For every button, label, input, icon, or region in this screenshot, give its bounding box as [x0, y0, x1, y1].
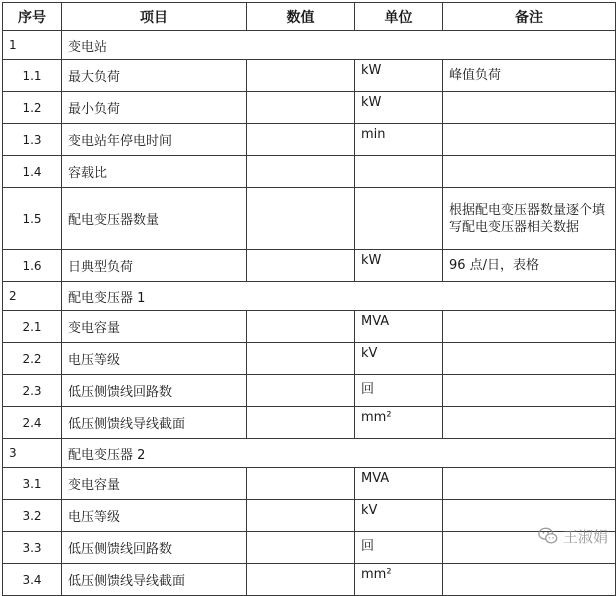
group-title: 变电站 [62, 31, 616, 60]
row-unit: mm² [355, 407, 443, 439]
row-unit: kW [355, 92, 443, 124]
row-value [247, 500, 355, 532]
row-item: 电压等级 [62, 500, 247, 532]
table-row [3, 500, 616, 532]
row-number: 2.1 [3, 311, 62, 343]
row-unit: 回 [355, 532, 443, 564]
row-number: 2.2 [3, 343, 62, 375]
row-note [443, 468, 616, 500]
row-item: 变电容量 [62, 311, 247, 343]
row-item: 低压侧馈线回路数 [62, 375, 247, 407]
row-item: 最大负荷 [62, 60, 247, 92]
row-value [247, 188, 355, 250]
row-value [247, 311, 355, 343]
table-row [3, 156, 616, 188]
watermark [537, 525, 608, 547]
table-row [3, 407, 616, 439]
row-note [443, 407, 616, 439]
row-number: 1.6 [3, 250, 62, 282]
header-value: 数值 [247, 3, 355, 31]
row-unit: min [355, 124, 443, 156]
row-value [247, 124, 355, 156]
row-note: 峰值负荷 [443, 60, 616, 92]
row-item: 变电容量 [62, 468, 247, 500]
row-unit: MVA [355, 468, 443, 500]
header-unit: 单位 [355, 3, 443, 31]
row-number: 2.4 [3, 407, 62, 439]
row-note: 96 点/日，表格 [443, 250, 616, 282]
row-item: 变电站年停电时间 [62, 124, 247, 156]
table-row [3, 468, 616, 500]
row-value [247, 407, 355, 439]
row-unit: kW [355, 60, 443, 92]
header-no: 序号 [3, 3, 62, 31]
table-row [3, 92, 616, 124]
row-note [443, 124, 616, 156]
table-row [3, 250, 616, 282]
row-number: 3.2 [3, 500, 62, 532]
table-row [3, 188, 616, 250]
group-number: 2 [3, 282, 62, 311]
row-number: 1.5 [3, 188, 62, 250]
group-number: 1 [3, 31, 62, 60]
row-unit: 回 [355, 375, 443, 407]
row-value [247, 375, 355, 407]
row-value [247, 532, 355, 564]
row-value [247, 156, 355, 188]
group-row [3, 439, 616, 468]
group-number: 3 [3, 439, 62, 468]
table-body [3, 31, 616, 596]
row-unit: kV [355, 500, 443, 532]
row-item: 容载比 [62, 156, 247, 188]
row-note [443, 343, 616, 375]
row-item: 低压侧馈线导线截面 [62, 564, 247, 596]
row-item: 电压等级 [62, 343, 247, 375]
row-item: 低压侧馈线回路数 [62, 532, 247, 564]
wechat-icon [537, 525, 559, 547]
row-item: 日典型负荷 [62, 250, 247, 282]
row-item: 配电变压器数量 [62, 188, 247, 250]
group-title: 配电变压器 2 [62, 439, 616, 468]
table-row [3, 532, 616, 564]
header-note: 备注 [443, 3, 616, 31]
row-number: 1.1 [3, 60, 62, 92]
table-row [3, 343, 616, 375]
header-row [3, 3, 616, 31]
row-item: 最小负荷 [62, 92, 247, 124]
row-number: 1.4 [3, 156, 62, 188]
table-row [3, 564, 616, 596]
table-row [3, 375, 616, 407]
parameter-table [2, 2, 616, 596]
row-number: 3.3 [3, 532, 62, 564]
group-row [3, 31, 616, 60]
row-unit: kV [355, 343, 443, 375]
header-item: 项目 [62, 3, 247, 31]
row-note [443, 564, 616, 596]
table-row [3, 124, 616, 156]
group-row [3, 282, 616, 311]
row-number: 1.2 [3, 92, 62, 124]
row-item: 低压侧馈线导线截面 [62, 407, 247, 439]
row-number: 3.4 [3, 564, 62, 596]
row-note [443, 156, 616, 188]
row-number: 1.3 [3, 124, 62, 156]
row-unit: kW [355, 250, 443, 282]
group-title: 配电变压器 1 [62, 282, 616, 311]
row-unit: mm² [355, 564, 443, 596]
row-unit [355, 188, 443, 250]
table-row [3, 311, 616, 343]
row-value [247, 468, 355, 500]
row-note: 根据配电变压器数量逐个填写配电变压器相关数据 [443, 188, 616, 250]
row-value [247, 564, 355, 596]
row-note [443, 92, 616, 124]
row-value [247, 250, 355, 282]
row-unit: MVA [355, 311, 443, 343]
row-value [247, 92, 355, 124]
watermark-text: 王淑娟 [562, 527, 608, 546]
row-number: 2.3 [3, 375, 62, 407]
row-note [443, 311, 616, 343]
row-unit [355, 156, 443, 188]
row-number: 3.1 [3, 468, 62, 500]
row-value [247, 60, 355, 92]
row-value [247, 343, 355, 375]
table-row [3, 60, 616, 92]
row-note [443, 375, 616, 407]
